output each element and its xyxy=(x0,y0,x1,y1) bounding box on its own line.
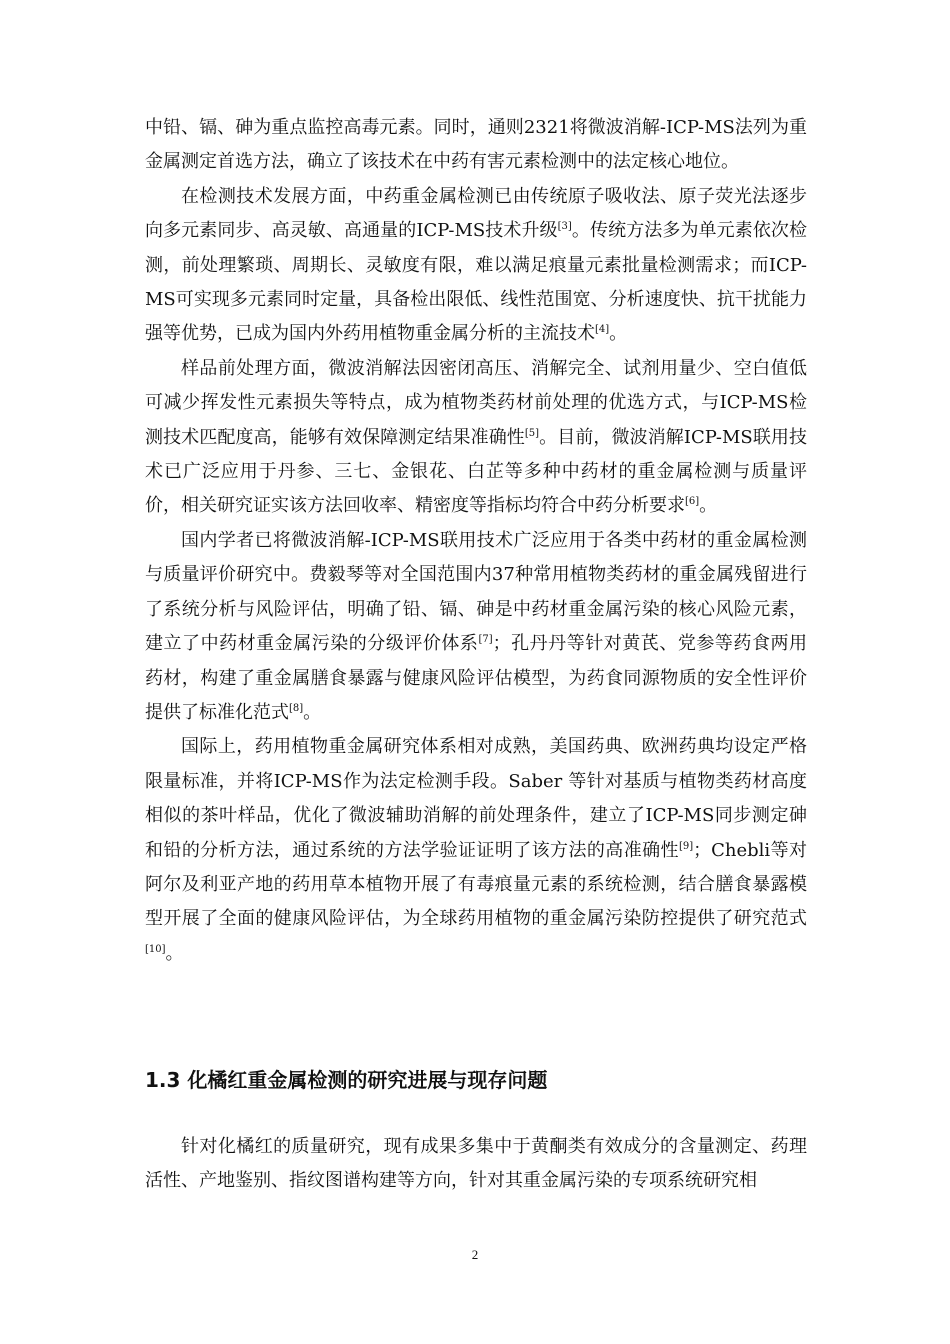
paragraph-4-text-c: 。 xyxy=(303,701,322,723)
section-heading: 1.3 化橘红重金属检测的研究进展与现存问题 xyxy=(145,1068,548,1092)
body-text xyxy=(145,111,807,971)
citation-7: [7] xyxy=(478,634,493,646)
paragraph-4-text-b: ；孔丹丹等针对黄芪、党参等药食两用药材，构建了重金属膳食暴露与健康风险评估模型，为药食同源物质的安全性评价提供了标准化范式 xyxy=(145,633,807,723)
paragraph-5-text-b: ；Chebli等对阿尔及利亚产地的药用草本植物开展了有毒痕量元素的系统检测，结合膳食暴露模型开展了全面的健康风险评估，为全球药用植物的重金属污染防控提供了研究范式 xyxy=(145,839,808,930)
citation-4: [4] xyxy=(595,324,610,336)
citation-10: [10] xyxy=(145,943,166,955)
citation-6: [6] xyxy=(685,496,700,508)
page-number: 2 xyxy=(471,1247,479,1262)
paragraph-5-text-c: 。 xyxy=(165,942,184,964)
citation-3: [3] xyxy=(557,221,572,233)
citation-5: [5] xyxy=(524,427,540,439)
paragraph-4-text-a: 国内学者已将微波消解-ICP-MS联用技术广泛应用于各类中药材的重金属检测与质量评价研究中。费毅琴等对全国范围内37种常用植物类药材的重金属残留进行了系统分析与风险评估，明确了铅、镉、砷是中药材重金属污染的核心风险元素，建立了中药材重金属污染的分级评价体系 xyxy=(145,529,807,655)
paragraph-5-text-a: 国际上，药用植物重金属研究体系相对成熟，美国药典、欧洲药典均设定严格限量标准，并将ICP-MS作为法定检测手段。Saber 等针对基质与植物类药材高度相似的茶叶样品，优化了微波辅助消解的前处理条件，建立了ICP-MS同步测定砷和铅的分析方法，通过系统的方法学验证证明了该方法的高准确性 xyxy=(145,736,807,861)
paragraph-2-text-b: 。传统方法多为单元素依次检测，前处理繁琐、周期长、灵敏度有限，难以满足痕量元素批量检测需求；而ICP-MS可实现多元素同时定量，具备检出限低、线性范围宽、分析速度快、抗干扰能力强等优势，已成为国内外药用植物重金属分析的主流技术 xyxy=(145,220,807,345)
paragraph-3-text-c: 。 xyxy=(699,495,718,517)
paragraph-2-text-c: 。 xyxy=(609,323,628,345)
paragraph-6-text: 针对化橘红的质量研究，现有成果多集中于黄酮类有效成分的含量测定、药理活性、产地鉴别、指纹图谱构建等方向，针对其重金属污染的专项系统研究相 xyxy=(145,1136,807,1192)
section-body-text xyxy=(145,1130,807,1199)
paragraph-3-text-b: 。目前，微波消解ICP-MS联用技术已广泛应用于丹参、三七、金银花、白芷等多种中药材的重金属检测与质量评价，相关研究证实该方法回收率、精密度等指标均符合中药分析要求 xyxy=(145,426,807,517)
citation-9: [9] xyxy=(678,840,694,852)
paragraph-6 xyxy=(145,1130,807,1199)
paragraph-2 xyxy=(145,180,807,352)
paragraph-1 xyxy=(145,111,807,180)
paragraph-3-text-a: 样品前处理方面，微波消解法因密闭高压、消解完全、试剂用量少、空白值低可减少挥发性元素损失等特点，成为植物类药材前处理的优选方式，与ICP-MS检测技术匹配度高，能够有效保障测定结果准确性 xyxy=(145,357,807,448)
paragraph-1-text: 中铅、镉、砷为重点监控高毒元素。同时，通则2321将微波消解-ICP-MS法列为重金属测定首选方法，确立了该技术在中药有害元素检测中的法定核心地位。 xyxy=(145,117,807,173)
paragraph-5 xyxy=(145,730,807,971)
paragraph-3 xyxy=(145,352,807,524)
citation-8: [8] xyxy=(289,702,304,714)
paragraph-4 xyxy=(145,524,807,730)
paragraph-2-text-a: 在检测技术发展方面，中药重金属检测已由传统原子吸收法、原子荧光法逐步向多元素同步、高灵敏、高通量的ICP-MS技术升级 xyxy=(145,185,807,242)
